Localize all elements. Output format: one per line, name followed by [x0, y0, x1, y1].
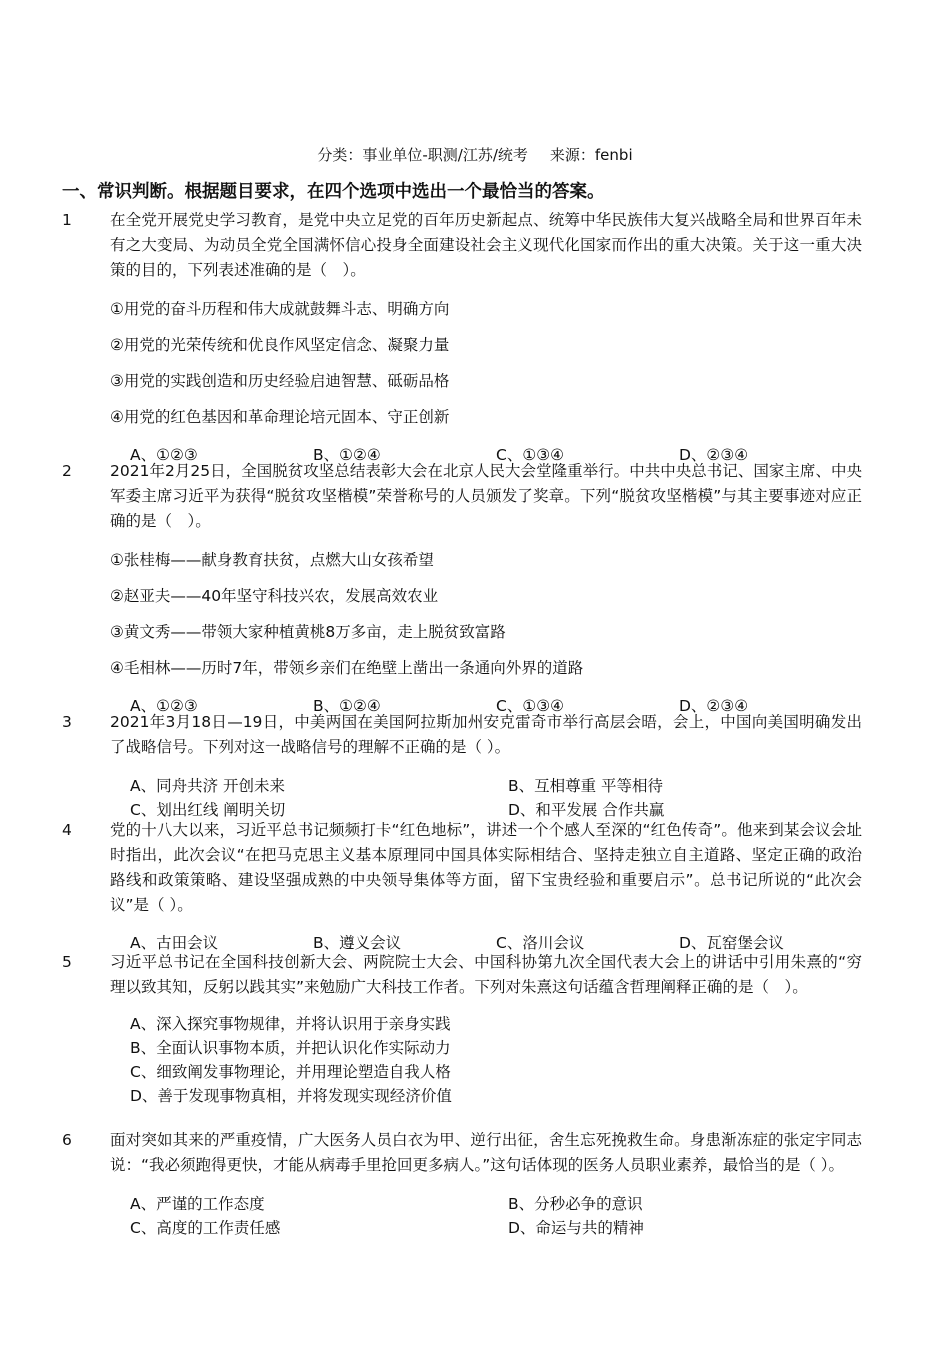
option-a: A、深入探究事物规律，并将认识用于亲身实践	[130, 1015, 451, 1033]
option-a: A、①②③	[130, 446, 198, 464]
section-title: 一、常识判断。根据题目要求，在四个选项中选出一个最恰当的答案。	[62, 182, 605, 202]
statement: ②赵亚夫——40年坚守科技兴农，发展高效农业	[110, 587, 439, 605]
question-1	[62, 208, 862, 466]
option-c: C、①③④	[496, 697, 565, 715]
option-b: B、互相尊重 平等相待	[508, 777, 664, 795]
question-stem: 面对突如其来的严重疫情，广大医务人员白衣为甲、逆行出征，舍生忘死挽救生命。身患渐冻症的张定宇同志说：“我必须跑得更快，才能从病毒手里抢回更多病人。”这句话体现的医务人员职业素养，最恰当的是（ ）。	[110, 1131, 862, 1174]
question-stem: 2021年2月25日，全国脱贫攻坚总结表彰大会在北京人民大会堂隆重举行。中共中央总书记、国家主席、中央军委主席习近平为获得“脱贫攻坚楷模”荣誉称号的人员颁发了奖章。下列“脱贫攻坚楷模”与其主要事迹对应正确的是（ ）。	[110, 462, 862, 530]
statement: ①用党的奋斗历程和伟大成就鼓舞斗志、明确方向	[110, 300, 450, 318]
option-c: C、高度的工作责任感	[130, 1219, 281, 1237]
option-b: B、遵义会议	[313, 934, 402, 952]
statement: ③黄文秀——带领大家种植黄桃8万多亩，走上脱贫致富路	[110, 623, 506, 641]
statement: ③用党的实践创造和历史经验启迪智慧、砥砺品格	[110, 372, 450, 390]
question-4	[62, 818, 862, 954]
option-b: B、分秒必争的意识	[508, 1195, 643, 1213]
question-stem: 在全党开展党史学习教育，是党中央立足党的百年历史新起点、统筹中华民族伟大复兴战略全局和世界百年未有之大变局、为动员全党全国满怀信心投身全面建设社会主义现代化国家而作出的重大决策。关于这一重大决策的目的，下列表述准确的是（ ）。	[110, 211, 862, 279]
option-a: A、①②③	[130, 697, 198, 715]
option-a: A、古田会议	[130, 934, 219, 952]
question-number: 4	[62, 821, 72, 839]
question-number: 6	[62, 1131, 72, 1149]
statement: ②用党的光荣传统和优良作风坚定信念、凝聚力量	[110, 336, 450, 354]
option-b: B、全面认识事物本质，并把认识化作实际动力	[130, 1039, 451, 1057]
options	[62, 1012, 862, 1108]
question-number: 5	[62, 953, 72, 971]
question-number: 3	[62, 713, 72, 731]
option-c: C、①③④	[496, 446, 565, 464]
statement: ①张桂梅——献身教育扶贫，点燃大山女孩希望	[110, 551, 434, 569]
question-2	[62, 459, 862, 717]
question-5	[62, 950, 862, 1108]
options	[130, 774, 862, 822]
option-d: D、②③④	[679, 697, 749, 715]
question-6	[62, 1128, 862, 1240]
question-stem: 习近平总书记在全国科技创新大会、两院院士大会、中国科协第九次全国代表大会上的讲话中引用朱熹的“穷理以致其知，反躬以践其实”来勉励广大科技工作者。下列对朱熹这句话蕴含哲理阐释正确的是（ ）。	[110, 953, 862, 996]
question-stem: 2021年3月18日—19日，中美两国在美国阿拉斯加州安克雷奇市举行高层会晤，会上，中国向美国明确发出了战略信号。下列对这一战略信号的理解不正确的是（ ）。	[110, 713, 862, 756]
option-c: C、细致阐发事物理论，并用理论塑造自我人格	[130, 1063, 451, 1081]
option-b: B、①②④	[313, 446, 381, 464]
question-number: 2	[62, 462, 72, 480]
options	[130, 1192, 862, 1240]
option-c: C、划出红线 阐明关切	[130, 801, 286, 819]
option-d: D、命运与共的精神	[508, 1219, 644, 1237]
source-label: 来源：fenbi	[549, 146, 633, 164]
question-number: 1	[62, 211, 72, 229]
option-b: B、①②④	[313, 697, 381, 715]
question-3	[62, 710, 862, 822]
option-a: A、同舟共济 开创未来	[130, 777, 286, 795]
statement: ④毛相林——历时7年，带领乡亲们在绝壁上凿出一条通向外界的道路	[110, 659, 584, 677]
header-meta	[0, 144, 950, 165]
option-d: D、和平发展 合作共赢	[508, 801, 665, 819]
option-c: C、洛川会议	[496, 934, 585, 952]
option-d: D、瓦窑堡会议	[679, 934, 784, 952]
option-d: D、善于发现事物真相，并将发现实现经济价值	[130, 1087, 452, 1105]
statement: ④用党的红色基因和革命理论培元固本、守正创新	[110, 408, 450, 426]
category-label: 分类：事业单位-职测/江苏/统考	[317, 146, 528, 164]
option-d: D、②③④	[679, 446, 749, 464]
question-stem: 党的十八大以来，习近平总书记频频打卡“红色地标”，讲述一个个感人至深的“红色传奇”。他来到某会议会址时指出，此次会议“在把马克思主义基本原理同中国具体实际相结合、坚持走独立自主道路、坚定正确的政治路线和政策策略、建设坚强成熟的中央领导集体等方面，留下宝贵经验和重要启示”。总书记所说的“此次会议”是（ ）。	[110, 821, 862, 914]
option-a: A、严谨的工作态度	[130, 1195, 265, 1213]
